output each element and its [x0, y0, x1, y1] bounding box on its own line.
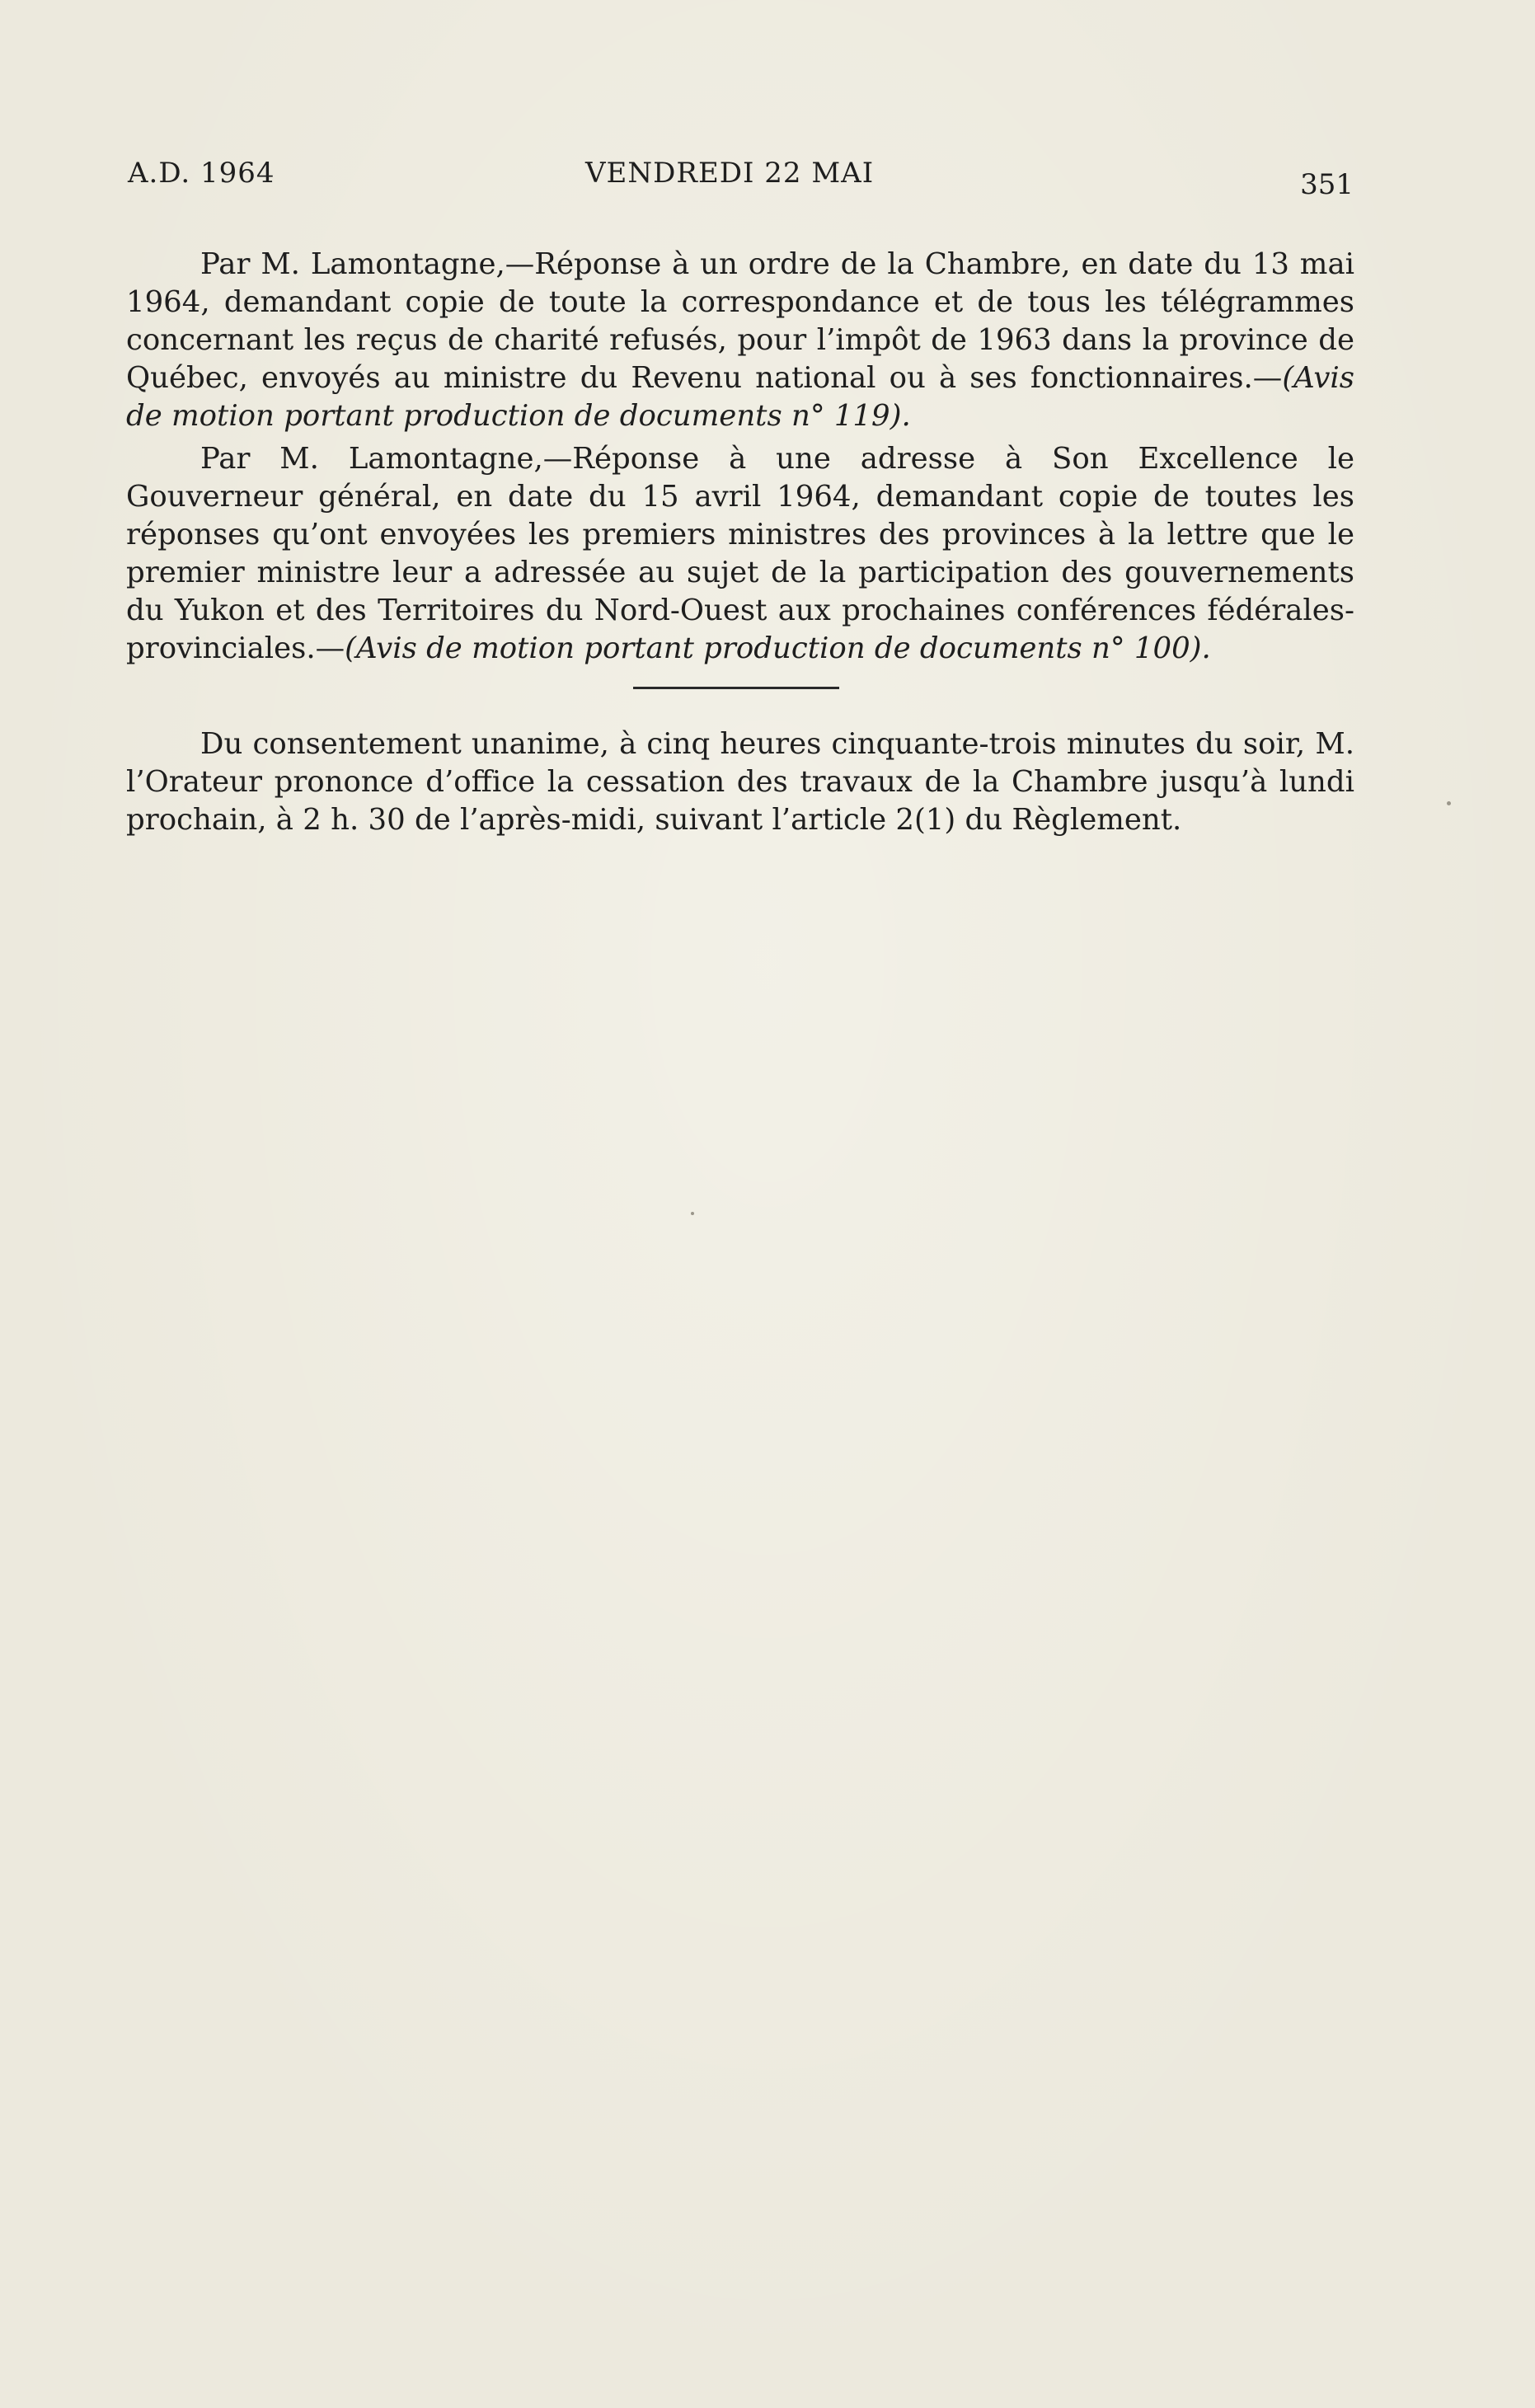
paragraph-text: Par M. Lamontagne,—Réponse à une adresse à Son Excellence le Gouverneur général, en date du 15 avril 1964, demandant copie de toutes les réponses qu’ont envoyées les premiers ministres des provinces à la lettre que le premier ministre leur a adressée au sujet de la participation des gouvernements du Yukon et des Territoires du Nord-Ouest aux prochaines conférences fédérales-provinciales.—	[126, 442, 1354, 665]
page-number: 351	[1300, 168, 1354, 201]
paragraph-return-address	[126, 440, 1354, 668]
section-divider-rule	[633, 687, 839, 689]
header-year: A.D. 1964	[128, 157, 275, 190]
paragraph-motion-note: (Avis de motion portant production de documents n° 119).	[126, 361, 1354, 433]
paragraph-motion-note: (Avis de motion portant production de documents n° 100).	[345, 631, 1211, 665]
paragraph-text: Par M. Lamontagne,—Réponse à un ordre de la Chambre, en date du 13 mai 1964, demandant copie de toute la correspondance et de tous les télégrammes concernant les reçus de charité refusés, pour l’impôt de 1963 dans la province de Québec, envoyés au ministre du Revenu national ou à ses fonctionnaires.—	[126, 247, 1354, 395]
paper-speck	[1447, 801, 1451, 805]
running-head	[128, 157, 1354, 201]
paragraph-text: Du consentement unanime, à cinq heures cinquante-trois minutes du soir, M. l’Orateur prononce d’office la cessation des travaux de la Chambre jusqu’à lundi prochain, à 2 h. 30 de l’après-midi, suivant l’article 2(1) du Règlement.	[126, 727, 1354, 837]
paragraph-return-receipts	[126, 246, 1354, 435]
header-date: VENDREDI 22 MAI	[585, 157, 875, 190]
paragraph-adjournment	[126, 725, 1354, 839]
paper-speck	[691, 1212, 694, 1215]
